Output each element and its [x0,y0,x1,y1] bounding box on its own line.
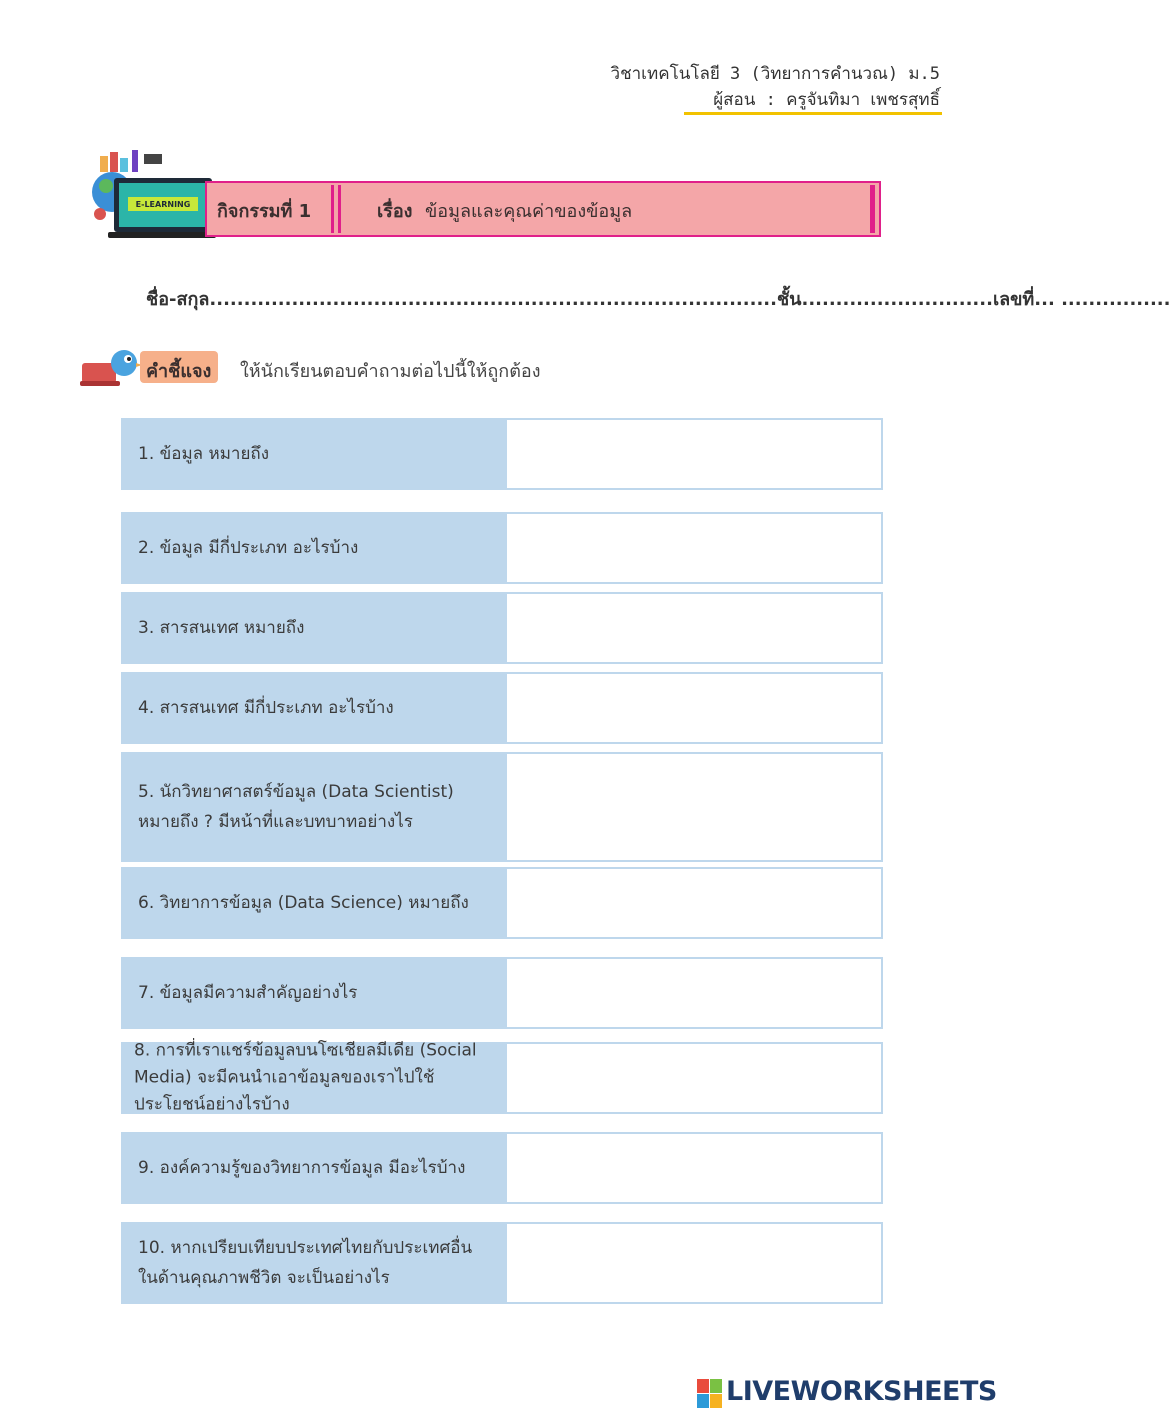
question-row [121,418,883,490]
answer-field[interactable] [505,1042,883,1114]
question-cell [121,1222,505,1304]
course-title: วิชาเทคโนโลยี 3 (วิทยาการคำนวณ) ม.5 [610,64,940,84]
answer-field[interactable] [505,752,883,862]
question-text: 5. นักวิทยาศาสตร์ข้อมูล (Data Scientist) หมายถึง ? มีหน้าที่และบทบาทอย่างไร [138,782,454,832]
banner-divider [331,185,334,233]
laptop-screen-label: E-LEARNING [135,200,191,209]
brand-name: LIVEWORKSHEETS [726,1376,997,1407]
question-text: 10. หากเปรียบเทียบประเทศไทยกับประเทศอื่น ในด้านคุณภาพชีวิต จะเป็นอย่างไร [138,1238,473,1288]
answer-field[interactable] [505,1222,883,1304]
answer-field[interactable] [505,957,883,1029]
liveworksheets-logo-icon [697,1378,723,1410]
topic-title: ข้อมูลและคุณค่าของข้อมูล [425,201,633,222]
bird-laptop-icon [80,345,140,390]
banner-divider [338,185,341,233]
answer-field[interactable] [505,592,883,664]
question-cell [121,418,505,490]
question-cell [121,957,505,1029]
question-text: 6. วิทยาการข้อมูล (Data Science) หมายถึง [138,893,469,913]
question-cell [121,1132,505,1204]
question-row [121,1042,883,1114]
answer-field[interactable] [505,512,883,584]
question-cell [121,1042,505,1114]
question-row [121,752,883,862]
question-text: 4. สารสนเทศ มีกี่ประเภท อะไรบ้าง [138,698,394,718]
question-cell [121,512,505,584]
question-text: 8. การที่เราแชร์ข้อมูลบนโซเชียลมีเดีย (Social Media) จะมีคนนำเอาข้อมูลของเราไปใช้ประโยชน์อย่างไรบ้าง [134,1040,477,1115]
answer-field[interactable] [505,867,883,939]
topic-prefix: เรื่อง [377,201,413,222]
teacher-name: ผู้สอน : ครูจันทิมา เพชรสุทธิ์ [713,90,940,110]
question-row [121,1132,883,1204]
student-info-line: ชื่อ-สกุล...................................................................................ชั้น............................เลขที่... ................ [146,289,1170,310]
header-divider [684,112,942,115]
question-text: 9. องค์ความรู้ของวิทยาการข้อมูล มีอะไรบ้าง [138,1158,466,1178]
question-row [121,672,883,744]
question-text: 2. ข้อมูล มีกี่ประเภท อะไรบ้าง [138,538,359,558]
question-cell [121,867,505,939]
answer-field[interactable] [505,1132,883,1204]
question-text: 3. สารสนเทศ หมายถึง [138,618,305,638]
question-row [121,957,883,1029]
question-cell [121,672,505,744]
question-row [121,1222,883,1304]
question-row [121,867,883,939]
activity-banner [205,181,881,237]
banner-end-bar [870,185,875,233]
question-row [121,592,883,664]
answer-field[interactable] [505,672,883,744]
e-learning-laptop-icon [82,142,222,242]
question-cell [121,592,505,664]
instructions-label: คำชี้แจง [146,361,212,382]
question-cell [121,752,505,862]
question-text: 7. ข้อมูลมีความสำคัญอย่างไร [138,983,358,1003]
activity-number: กิจกรรมที่ 1 [217,201,312,222]
instructions-text: ให้นักเรียนตอบคำถามต่อไปนี้ให้ถูกต้อง [240,361,541,382]
question-text: 1. ข้อมูล หมายถึง [138,444,269,464]
question-row [121,512,883,584]
answer-field[interactable] [505,418,883,490]
